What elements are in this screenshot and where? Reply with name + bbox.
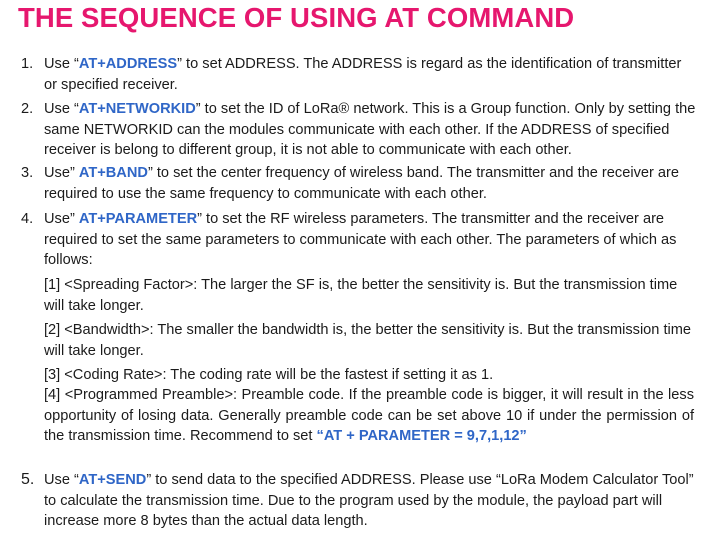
command-at-parameter: AT+PARAMETER xyxy=(78,211,198,227)
item-text xyxy=(44,209,696,271)
text-body: ” to send data to the specified ADDRESS. Please use “LoRa Modem Calculator Tool” to calculate the transmission time. Due to the program used by the module, the payload part will increase more 8 bytes than the actual data length. xyxy=(44,472,694,529)
text-prefix: Use “ xyxy=(44,56,79,72)
command-at-address: AT+ADDRESS xyxy=(78,56,178,72)
text-prefix: Use” xyxy=(44,211,79,227)
command-at-band: AT+BAND xyxy=(78,165,148,181)
item-number: 2. xyxy=(21,101,34,117)
recommended-command: “AT + PARAMETER = 9,7,1,12” xyxy=(316,428,527,444)
item-number: 4. xyxy=(21,211,34,227)
text-body: ” to set ADDRESS. The ADDRESS is regard as the identification of transmitter or specified receiver. xyxy=(44,56,682,93)
item-text xyxy=(44,163,696,204)
parameter-coding-rate: [3] <Coding Rate>: The coding rate will be the fastest if setting it as 1. xyxy=(44,367,494,383)
text-body: ” to set the center frequency of wireless band. The transmitter and the receiver are required to use the same frequency to communicate with each other. xyxy=(44,165,679,202)
text-body: ” to set the RF wireless parameters. The transmitter and the receiver are required to set the same parameters to communicate with each other. The parameters of which as follows: xyxy=(44,211,677,268)
item-number: 3. xyxy=(21,165,34,181)
item-number: 1. xyxy=(21,56,34,72)
item-text xyxy=(44,99,696,161)
command-at-networkid: AT+NETWORKID xyxy=(78,101,196,117)
parameter-bandwidth: [2] <Bandwidth>: The smaller the bandwidth is, the better the sensitivity is. But the transmission time will take longer. xyxy=(44,322,692,359)
text-body: ” to set the ID of LoRa® network. This is a Group function. Only by setting the same NETWORKID can the modules communicate with each other. If the ADDRESS of specified receiver is belong to different group, it is not able to communicate with each other. xyxy=(44,101,696,158)
parameter-spreading-factor: [1] <Spreading Factor>: The larger the SF is, the better the sensitivity is. But the transmission time will take longer. xyxy=(44,277,678,314)
page-title: THE SEQUENCE OF USING AT COMMAND xyxy=(18,2,575,33)
text-prefix: Use” xyxy=(44,165,79,181)
parameter-programmed-preamble xyxy=(44,385,694,447)
command-at-send: AT+SEND xyxy=(78,472,147,488)
text-prefix: Use “ xyxy=(44,472,79,488)
text-prefix: Use “ xyxy=(44,101,79,117)
item-text xyxy=(44,54,696,95)
preamble-text: [4] <Programmed Preamble>: Preamble code. If the preamble code is bigger, it will result in the less opportunity of losing data. Generally preamble code can be set above 10 if under the permission of the transmission time. Recommend to set xyxy=(44,387,694,444)
item-number: 5. xyxy=(21,471,35,488)
item-text xyxy=(44,470,696,532)
